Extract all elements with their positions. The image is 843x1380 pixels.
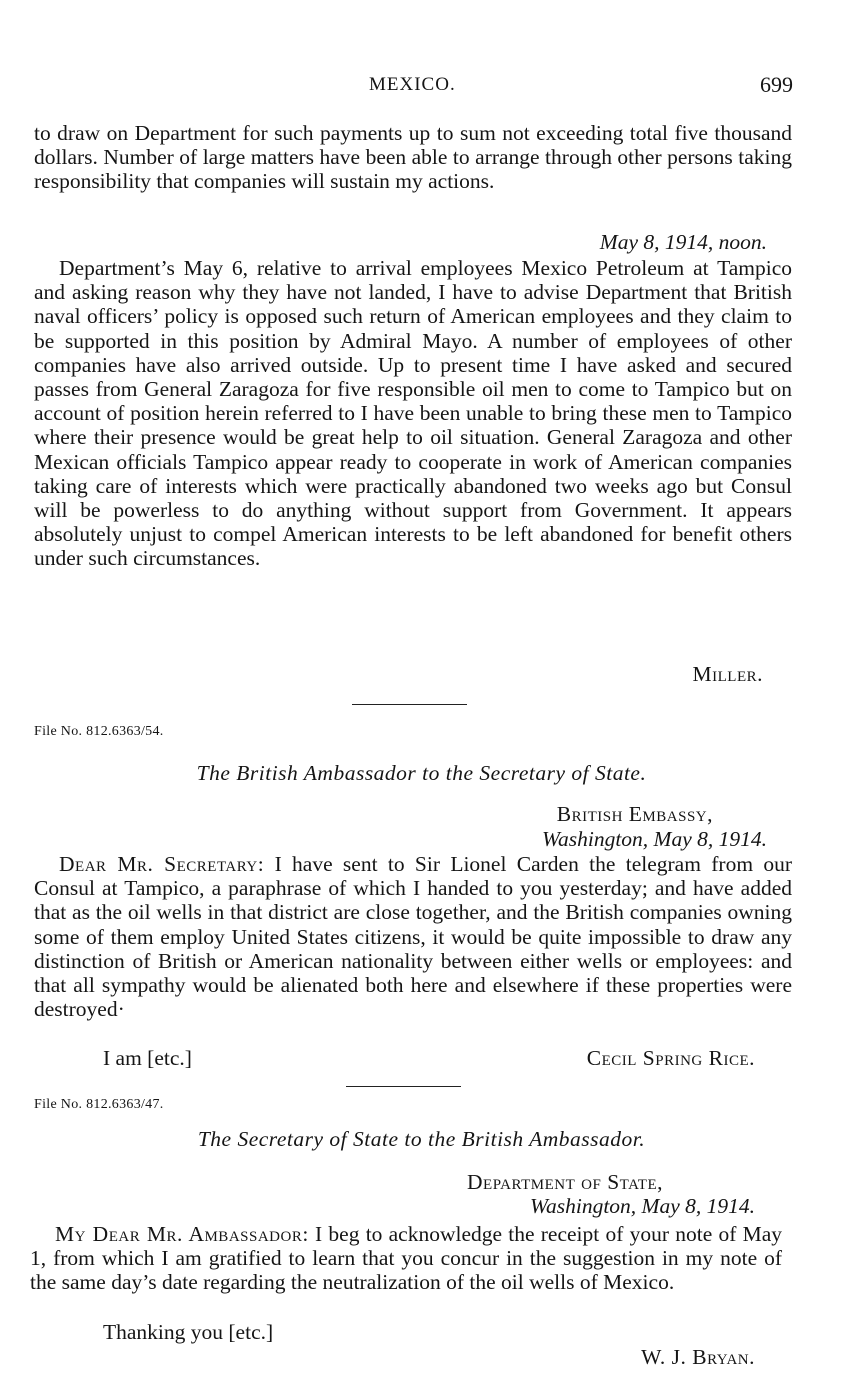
- letter-body-text: I beg to acknowledge the receipt of your note of May 1, from which I am gratified to learn that you concur in the suggestion in my note of the same day’s date regarding the neutralization of the oil wells of Mexico.: [30, 1222, 782, 1295]
- letter-body: [30, 1222, 782, 1295]
- letter-date: Washington, May 8, 1914.: [542, 827, 767, 851]
- continuation-paragraph: [34, 121, 792, 194]
- section-divider: [352, 704, 467, 705]
- file-number: File No. 812.6363/54.: [34, 724, 164, 739]
- signature-miller: Miller.: [692, 662, 763, 686]
- closing: Thanking you [etc.]: [103, 1320, 274, 1344]
- signature-bryan: W. J. Bryan.: [641, 1345, 755, 1369]
- letter-heading: The British Ambassador to the Secretary of State.: [196, 761, 647, 785]
- letter-place: Department of State,: [467, 1170, 663, 1194]
- closing: I am [etc.]: [103, 1046, 192, 1070]
- page-number: 699: [760, 72, 793, 97]
- letter-body-text: I have sent to Sir Lionel Carden the telegram from our Consul at Tampico, a paraphrase of which I handed to you yesterday; and have added that as the oil wells in that district are close together, and the British companies owning some of them employ United States citizens, it would be quite impossible to draw any distinction of British or American nationality between either wells or employees: and that all sympathy would be alienated both here and elsewhere if these properties were destroyed·: [34, 852, 793, 1022]
- telegram-dateline: May 8, 1914, noon.: [599, 230, 767, 254]
- telegram-body: [34, 256, 792, 571]
- salutation: Dear Mr. Secretary:: [59, 852, 265, 876]
- letter-heading: The Secretary of State to the British Ambassador.: [197, 1127, 646, 1151]
- continuation-text: to draw on Department for such payments up to sum not exceeding total five thousand dollars. Number of large matters have been able to arrange through other persons taking responsibility that companies will sustain my actions.: [34, 121, 792, 194]
- running-head: [0, 72, 843, 102]
- telegram-body-text: Department’s May 6, relative to arrival employees Mexico Petroleum at Tampico and asking reason why they have not landed, I have to advise Department that British naval officers’ policy is opposed such return of American employees and they claim to be supported in this position by Admiral Mayo. A number of employees of other companies have also arrived outside. Up to present time I have asked and secured passes from General Zaragoza for five responsible oil men to come to Tampico but on account of position herein referred to I have been unable to bring these men to Tampico where their presence would be great help to oil situation. General Zaragoza and other Mexican officials Tampico appear ready to cooperate in work of American companies taking care of interests which were practically abandoned two weeks ago but Consul will be powerless to do anything without support from Government. It appears absolutely unjust to compel American interests to be left abandoned for benefit others under such circumstances.: [34, 256, 792, 571]
- file-number: File No. 812.6363/47.: [34, 1097, 164, 1112]
- running-head-title: MEXICO.: [369, 74, 456, 95]
- salutation: My Dear Mr. Ambassador:: [55, 1222, 309, 1246]
- letter-date: Washington, May 8, 1914.: [530, 1194, 755, 1218]
- section-divider: [346, 1086, 461, 1087]
- letter-place: British Embassy,: [556, 802, 713, 826]
- letter-body: [34, 852, 792, 1021]
- signature-spring-rice: Cecil Spring Rice.: [586, 1046, 755, 1070]
